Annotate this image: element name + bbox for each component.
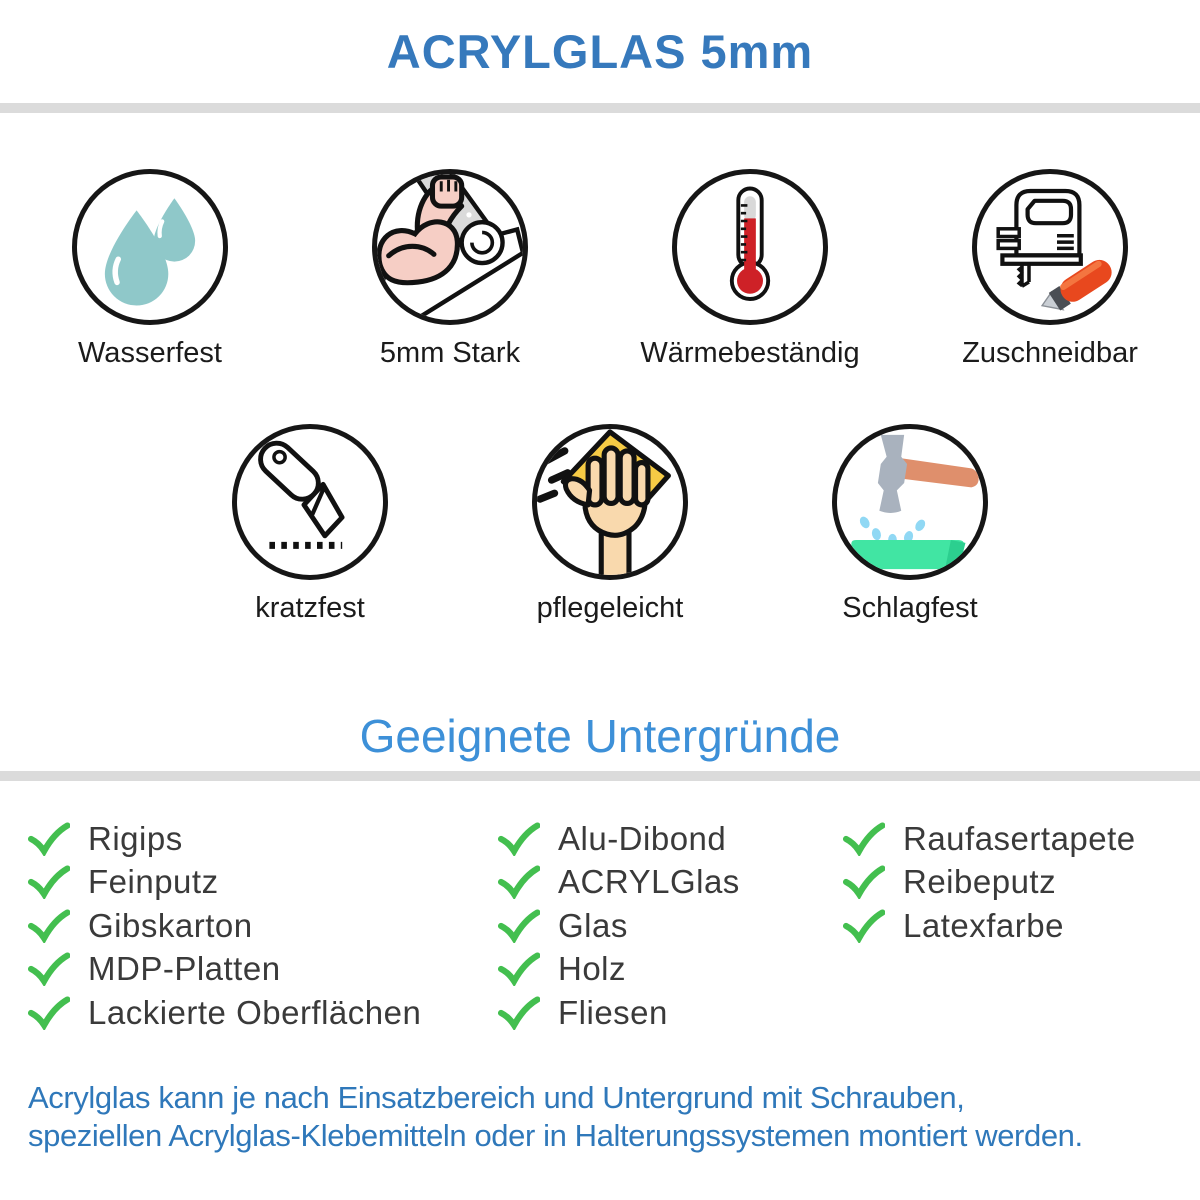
list-item: Fliesen bbox=[498, 991, 843, 1035]
feature-label: Wärmebeständig bbox=[640, 337, 860, 369]
list-item: Reibeputz bbox=[843, 861, 1183, 905]
list-item: Feinputz bbox=[28, 861, 498, 905]
feature-heat-resistant bbox=[600, 169, 900, 370]
list-item: Holz bbox=[498, 948, 843, 992]
checkmark-icon bbox=[28, 909, 70, 943]
feature-easy-care bbox=[460, 424, 760, 625]
list-item: Rigips bbox=[28, 817, 498, 861]
substrates-column-3 bbox=[843, 817, 1183, 1035]
list-item: Lackierte Oberflächen bbox=[28, 991, 498, 1035]
list-item: Gibskarton bbox=[28, 904, 498, 948]
features-row-1 bbox=[0, 169, 1200, 370]
list-item: Glas bbox=[498, 904, 843, 948]
mounting-note-line2: speziellen Acrylglas-Klebemitteln oder in Halterungssystemen montiert werden. bbox=[28, 1117, 1083, 1153]
checkmark-icon bbox=[28, 952, 70, 986]
checkmark-icon bbox=[843, 865, 885, 899]
list-item: MDP-Platten bbox=[28, 948, 498, 992]
checkmark-icon bbox=[498, 909, 540, 943]
checkmark-icon bbox=[498, 996, 540, 1030]
substrates-column-2 bbox=[498, 817, 843, 1035]
feature-label: kratzfest bbox=[255, 592, 365, 624]
feature-waterproof bbox=[0, 169, 300, 370]
hammer-impact-icon bbox=[832, 424, 988, 580]
substrates-list bbox=[0, 817, 1200, 1035]
muscle-arm-icon bbox=[372, 169, 528, 325]
substrates-column-1 bbox=[28, 817, 498, 1035]
page-title: ACRYLGLAS 5mm bbox=[386, 25, 814, 78]
checkmark-icon bbox=[498, 865, 540, 899]
feature-label: Wasserfest bbox=[78, 337, 222, 369]
list-item: Latexfarbe bbox=[843, 904, 1183, 948]
list-item: Raufasertapete bbox=[843, 817, 1183, 861]
feature-scratchproof bbox=[160, 424, 460, 625]
jigsaw-cutter-icon bbox=[972, 169, 1128, 325]
feature-impact-resistant bbox=[760, 424, 1060, 625]
divider-middle bbox=[0, 771, 1200, 781]
feature-thickness bbox=[300, 169, 600, 370]
feature-label: pflegeleicht bbox=[536, 592, 684, 624]
checkmark-icon bbox=[28, 822, 70, 856]
features-row-2 bbox=[0, 424, 1200, 625]
checkmark-icon bbox=[498, 952, 540, 986]
divider-top bbox=[0, 103, 1200, 113]
list-item: Alu-Dibond bbox=[498, 817, 843, 861]
water-drops-icon bbox=[72, 169, 228, 325]
feature-label: Schlagfest bbox=[842, 592, 978, 624]
feature-label: 5mm Stark bbox=[379, 337, 521, 369]
checkmark-icon bbox=[28, 996, 70, 1030]
checkmark-icon bbox=[843, 909, 885, 943]
cleaning-hand-icon bbox=[532, 424, 688, 580]
mounting-note-line1: Acrylglas kann je nach Einsatzbereich und Untergrund mit Schrauben, bbox=[28, 1079, 965, 1115]
utility-knife-icon bbox=[232, 424, 388, 580]
mounting-note bbox=[0, 1079, 1200, 1155]
checkmark-icon bbox=[843, 822, 885, 856]
section-heading: Geeignete Untergründe bbox=[359, 710, 841, 762]
feature-cuttable bbox=[900, 169, 1200, 370]
feature-label: Zuschneidbar bbox=[962, 337, 1138, 369]
checkmark-icon bbox=[28, 865, 70, 899]
thermometer-icon bbox=[672, 169, 828, 325]
checkmark-icon bbox=[498, 822, 540, 856]
list-item: ACRYLGlas bbox=[498, 861, 843, 905]
